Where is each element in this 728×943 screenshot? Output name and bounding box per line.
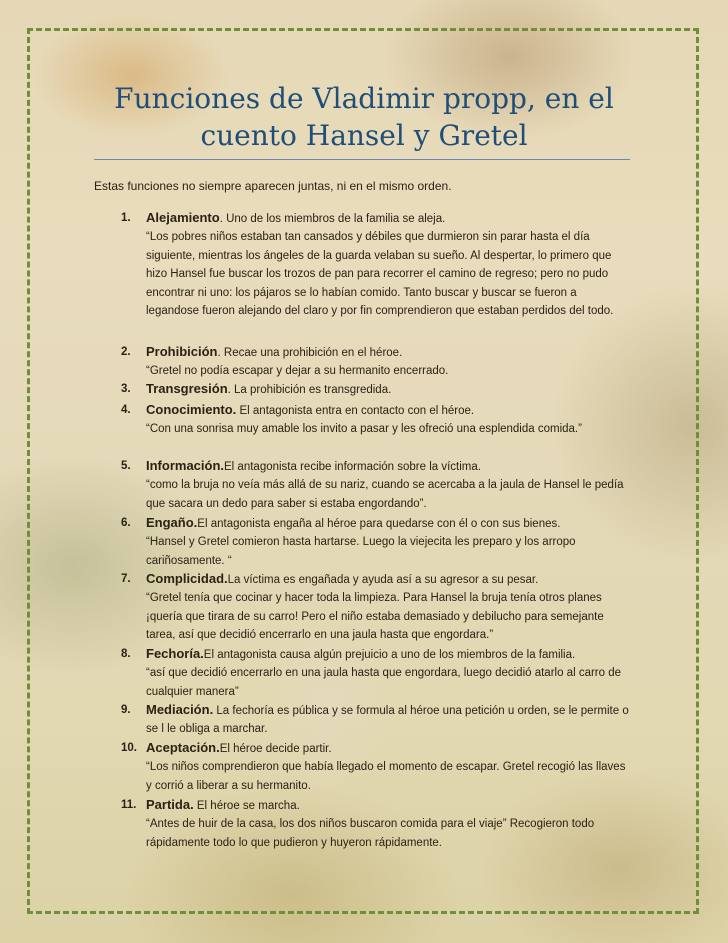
item-quote: “Gretel tenía que cocinar y hacer toda la limpieza. Para Hansel la bruja tenía otros planes ¡quería que tirara de su carro! Pero el niño estaba demasiado y debilucho para semejante tarea, así que decidió encerrarlo en una jaula hasta que engordara.” (146, 592, 604, 642)
title-divider (94, 159, 630, 160)
item-quote: “como la bruja no veía más allá de su nariz, cuando se acercaba a la jaula de Hansel le pedía que sacara un dedo para saber si estaba engordando”. (146, 479, 624, 510)
item-number: 7. (121, 573, 131, 585)
item-description: El héroe se marcha. (193, 800, 300, 812)
item-quote: “Con una sonrisa muy amable los invito a pasar y les ofreció una esplendida comida.” (146, 423, 582, 436)
item-description: . La prohibición es transgredida. (227, 384, 392, 396)
item-quote: “Hansel y Gretel comieron hasta hartarse. Luego la viejecita les preparo y los arropo cariñosamente. “ (146, 536, 576, 567)
item-name: Aceptación. (146, 740, 220, 755)
item-description: El héroe decide partir. (219, 743, 332, 755)
item-quote: “Antes de huir de la casa, los dos niños buscaron comida para el viaje” Recogieron todo rápidamente todo lo que pudieron y huyeron rápidamente. (146, 818, 595, 849)
item-description: El antagonista entra en contacto con el héroe. (236, 405, 475, 417)
item-number: 9. (121, 704, 131, 716)
item-number: 3. (121, 383, 131, 395)
item-name: Mediación. (146, 702, 214, 717)
item-number: 2. (121, 346, 131, 358)
item-number: 1. (121, 212, 131, 224)
item-description: El antagonista causa algún prejuicio a uno de los miembros de la familia. (203, 649, 576, 661)
item-name: Alejamiento (146, 210, 220, 225)
item-quote: “Los niños comprendieron que había llegado el momento de escapar. Gretel recogió las llaves y corrió a liberar a su hermanito. (146, 761, 626, 792)
intro-text: Estas funciones no siempre aparecen juntas, ni en el mismo orden. (94, 179, 452, 193)
item-number: 6. (121, 517, 131, 529)
item-name: Complicidad. (146, 571, 228, 586)
item-name: Engaño. (146, 515, 198, 530)
item-description: El antagonista recibe información sobre la víctima. (224, 461, 481, 473)
item-description: . Recae una prohibición en el héroe. (217, 347, 403, 359)
item-name: Transgresión (146, 381, 228, 396)
item-number: 11. (121, 799, 137, 811)
item-quote: “así que decidió encerrarlo en una jaula hasta que engordara, luego decidió atarlo al carro de cualquier manera” (146, 667, 622, 698)
item-name: Información. (146, 458, 225, 473)
item-description: La fechoría es pública y se formula al héroe una petición u orden, se le permite o se l le obliga a marchar. (146, 705, 629, 736)
item-quote: “Gretel no podía escapar y dejar a su hermanito encerrado. (146, 365, 449, 378)
page-title: Funciones de Vladimir propp, en el cuento Hansel y Gretel (114, 82, 614, 152)
item-number: 8. (121, 648, 131, 660)
item-name: Conocimiento. (146, 402, 237, 417)
item-number: 10. (121, 742, 137, 754)
item-name: Fechoría. (146, 646, 204, 661)
item-description: . Uno de los miembros de la familia se aleja. (219, 213, 446, 225)
item-description: La víctima es engañada y ayuda así a su agresor a su pesar. (227, 574, 539, 586)
item-number: 4. (121, 404, 131, 416)
item-number: 5. (121, 460, 131, 472)
item-description: El antagonista engaña al héroe para quedarse con él o con sus bienes. (197, 518, 561, 530)
item-quote: “Los pobres niños estaban tan cansados y débiles que durmieron sin parar hasta el día siguiente, mientras los ángeles de la guarda velaban su sueño. Al despertar, lo primero que hizo Hansel fue buscar los trozos de pan para recorrer el camino de regreso; pero no pudo encontrar ni uno: los pájaros se lo habían comido. Tanto buscar y buscar se fueron a legandose fueron alejando del claro y por fin comprendieron que estaban perdidos del todo. (146, 231, 614, 318)
item-name: Partida. (146, 797, 194, 812)
item-name: Prohibición (146, 344, 218, 359)
